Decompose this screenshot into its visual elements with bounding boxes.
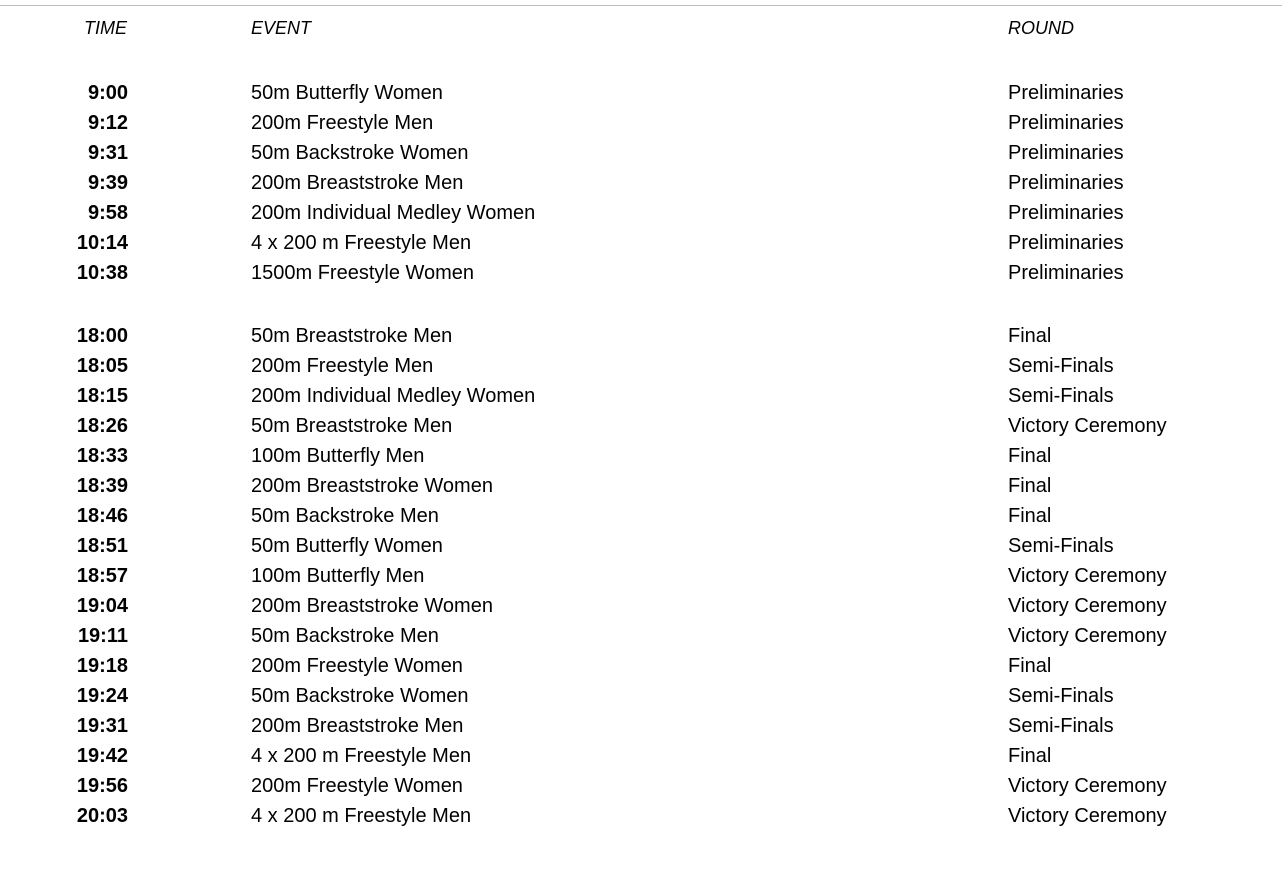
row-round: Final (1008, 475, 1052, 497)
schedule-row (0, 228, 1282, 258)
schedule-row (0, 531, 1282, 561)
schedule-row (0, 711, 1282, 741)
row-time: 19:18 (76, 655, 128, 677)
schedule-row (0, 681, 1282, 711)
time-column-header: TIME (84, 18, 127, 38)
row-event: 200m Freestyle Men (251, 112, 434, 134)
schedule-row (0, 621, 1282, 651)
row-round: Semi-Finals (1008, 535, 1114, 557)
row-round: Victory Ceremony (1008, 625, 1167, 647)
schedule-row (0, 108, 1282, 138)
row-event: 4 x 200 m Freestyle Men (251, 805, 472, 827)
row-event: 100m Butterfly Men (251, 565, 425, 587)
schedule-row (0, 501, 1282, 531)
schedule-row (0, 78, 1282, 108)
row-time: 18:51 (76, 535, 128, 557)
row-time: 18:26 (76, 415, 128, 437)
schedule-row (0, 258, 1282, 288)
schedule-header (0, 15, 1282, 41)
row-time: 18:00 (76, 325, 128, 347)
row-event: 200m Individual Medley Women (251, 202, 536, 224)
row-event: 50m Breaststroke Men (251, 415, 453, 437)
row-time: 18:46 (76, 505, 128, 527)
row-event: 50m Backstroke Men (251, 625, 439, 647)
row-round: Victory Ceremony (1008, 775, 1167, 797)
row-event: 50m Butterfly Women (251, 82, 443, 104)
row-event: 1500m Freestyle Women (251, 262, 475, 284)
row-event: 200m Freestyle Women (251, 775, 463, 797)
schedule-row (0, 591, 1282, 621)
row-time: 19:31 (76, 715, 128, 737)
schedule-row (0, 441, 1282, 471)
row-event: 50m Backstroke Women (251, 685, 469, 707)
row-event: 200m Breaststroke Women (251, 595, 493, 617)
row-round: Semi-Finals (1008, 385, 1114, 407)
schedule-row (0, 198, 1282, 228)
row-event: 200m Freestyle Women (251, 655, 463, 677)
row-round: Final (1008, 445, 1052, 467)
row-time: 18:15 (76, 385, 128, 407)
row-time: 10:38 (76, 262, 128, 284)
schedule-row (0, 321, 1282, 351)
row-round: Victory Ceremony (1008, 805, 1167, 827)
row-time: 9:58 (87, 202, 128, 224)
row-round: Semi-Finals (1008, 685, 1114, 707)
row-time: 18:57 (76, 565, 128, 587)
top-divider (0, 5, 1282, 6)
row-event: 4 x 200 m Freestyle Men (251, 232, 472, 254)
schedule-row (0, 351, 1282, 381)
row-round: Preliminaries (1008, 202, 1124, 224)
row-round: Final (1008, 655, 1052, 677)
row-time: 19:04 (76, 595, 128, 617)
row-event: 50m Butterfly Women (251, 535, 443, 557)
schedule-row (0, 801, 1282, 831)
row-round: Preliminaries (1008, 82, 1124, 104)
row-event: 50m Backstroke Women (251, 142, 469, 164)
row-round: Preliminaries (1008, 232, 1124, 254)
row-time: 19:42 (76, 745, 128, 767)
schedule-row (0, 168, 1282, 198)
row-event: 50m Breaststroke Men (251, 325, 453, 347)
row-event: 200m Breaststroke Women (251, 475, 493, 497)
row-event: 200m Breaststroke Men (251, 172, 464, 194)
row-round: Final (1008, 745, 1052, 767)
row-time: 19:11 (77, 625, 128, 647)
evening-session (0, 321, 1282, 831)
row-time: 9:00 (87, 82, 128, 104)
row-time: 9:39 (87, 172, 128, 194)
schedule-row (0, 561, 1282, 591)
row-event: 200m Breaststroke Men (251, 715, 464, 737)
row-round: Final (1008, 325, 1052, 347)
schedule-row (0, 651, 1282, 681)
row-event: 4 x 200 m Freestyle Men (251, 745, 472, 767)
round-column-header: ROUND (1008, 18, 1074, 38)
row-round: Preliminaries (1008, 112, 1124, 134)
row-event: 100m Butterfly Men (251, 445, 425, 467)
row-round: Victory Ceremony (1008, 565, 1167, 587)
row-round: Preliminaries (1008, 262, 1124, 284)
row-time: 9:31 (87, 142, 128, 164)
row-round: Final (1008, 505, 1052, 527)
schedule-row (0, 771, 1282, 801)
row-round: Victory Ceremony (1008, 595, 1167, 617)
row-time: 10:14 (76, 232, 128, 254)
row-round: Semi-Finals (1008, 355, 1114, 377)
row-time: 20:03 (76, 805, 128, 827)
schedule-row (0, 471, 1282, 501)
row-time: 18:39 (76, 475, 128, 497)
row-time: 19:24 (76, 685, 128, 707)
schedule-row (0, 381, 1282, 411)
row-time: 9:12 (87, 112, 128, 134)
schedule-row (0, 741, 1282, 771)
row-round: Victory Ceremony (1008, 415, 1167, 437)
schedule-row (0, 411, 1282, 441)
row-time: 18:05 (76, 355, 128, 377)
row-round: Semi-Finals (1008, 715, 1114, 737)
row-event: 200m Individual Medley Women (251, 385, 536, 407)
event-column-header: EVENT (251, 18, 312, 38)
row-round: Preliminaries (1008, 142, 1124, 164)
row-event: 200m Freestyle Men (251, 355, 434, 377)
row-time: 19:56 (76, 775, 128, 797)
morning-session (0, 78, 1282, 288)
schedule-row (0, 138, 1282, 168)
row-round: Preliminaries (1008, 172, 1124, 194)
row-time: 18:33 (76, 445, 128, 467)
row-event: 50m Backstroke Men (251, 505, 439, 527)
